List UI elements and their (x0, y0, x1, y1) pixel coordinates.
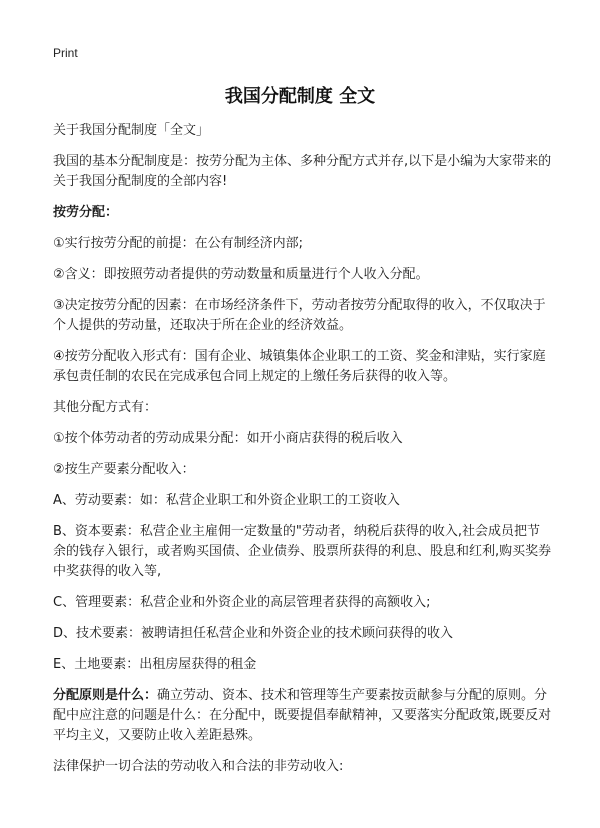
list-item: ④按劳分配收入形式有：国有企业、城镇集体企业职工的工资、奖金和津贴，实行家庭承包责任制的农民在完成承包合同上规定的上缴任务后获得的收入等。 (53, 349, 546, 384)
list-item: ①按个体劳动者的劳动成果分配：如开小商店获得的税后收入 (53, 431, 403, 446)
factor-item: C、管理要素：私营企业和外资企业的高层管理者获得的高额收入; (53, 595, 431, 610)
section1-heading: 按劳分配： (53, 205, 119, 220)
list-item: ③决定按劳分配的因素：在市场经济条件下，劳动者按劳分配取得的收入，不仅取决于个人提供的劳动量，还取决于所在企业的经济效益。 (53, 298, 546, 333)
principle-label: 分配原则是什么： (53, 688, 158, 703)
factor-item: E、土地要素：出租房屋获得的租金 (53, 657, 257, 672)
list-item: ①实行按劳分配的前提：在公有制经济内部; (53, 236, 304, 251)
list-item: ②按生产要素分配收入： (53, 462, 195, 477)
factor-item: A、劳动要素：如：私营企业职工和外资企业职工的工资收入 (53, 493, 400, 508)
list-item: ②含义：即按照劳动者提供的劳动数量和质量进行个人收入分配。 (53, 267, 429, 282)
principle-text: 确立劳动、资本、技术和管理等生产要素按贡献参与分配的原则。分配中应注意的问题是什么：在分配中，既要提倡奉献精神，又要落实分配政策,既要反对平均主义，又要防止收入差距悬殊。 (53, 688, 552, 743)
subtitle: 关于我国分配制度「全文」 (53, 123, 210, 138)
intro-paragraph: 我国的基本分配制度是：按劳分配为主体、多种分配方式并存,以下是小编为大家带来的关于我国分配制度的全部内容! (53, 154, 552, 189)
factor-item: D、技术要素：被聘请担任私营企业和外资企业的技术顾问获得的收入 (53, 626, 454, 641)
document-body (53, 121, 553, 788)
factor-item: B、资本要素：私营企业主雇佣一定数量的"劳动者，纳税后获得的收入,社会成员把节余的钱存入银行，或者购买国债、企业债券、股票所获得的利息、股息和红利,购买奖券中奖获得的收入等, (53, 524, 552, 579)
page-title: 我国分配制度 全文 (224, 86, 376, 107)
print-link[interactable]: Print (53, 46, 78, 60)
principle-paragraph (53, 686, 553, 746)
section2-heading: 其他分配方式有： (53, 400, 158, 415)
closing-paragraph: 法律保护一切合法的劳动收入和合法的非劳动收入: (53, 759, 344, 774)
